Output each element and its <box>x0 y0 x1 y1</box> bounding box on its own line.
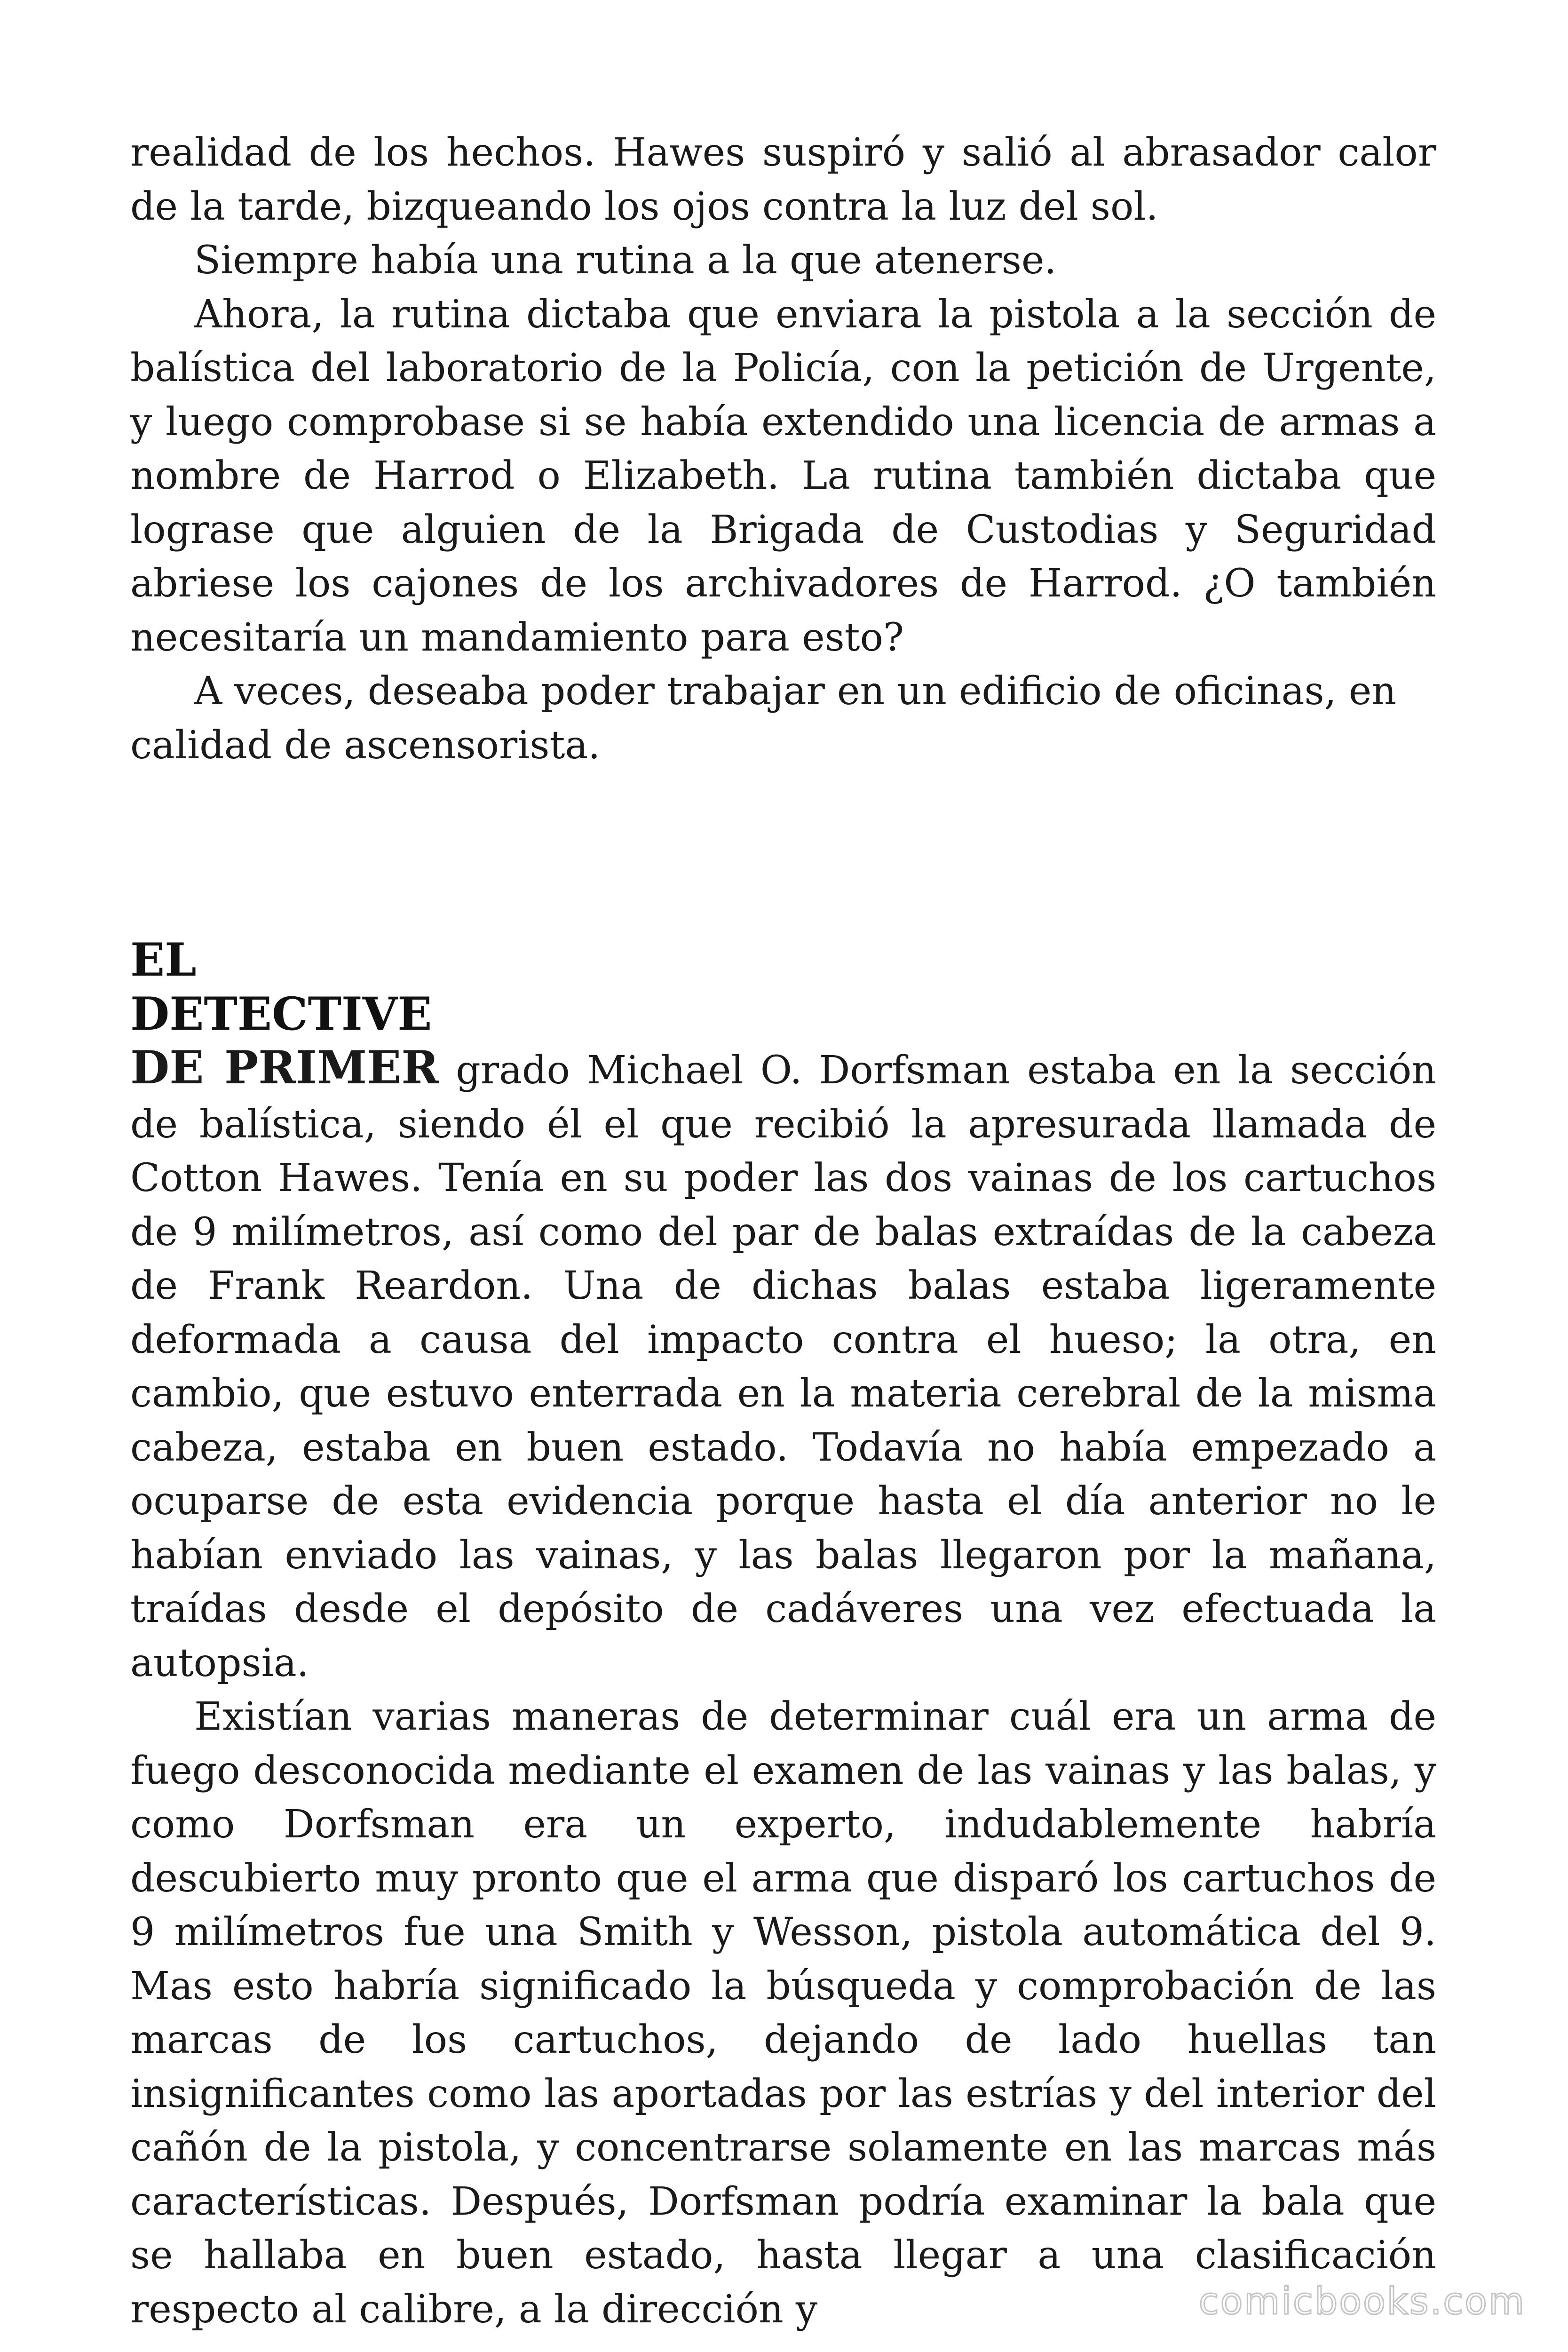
paragraph-continuation: realidad de los hechos. Hawes suspiró y salió al abrasador calor de la tarde, bizqueando los ojos contra la luz del sol. <box>130 130 1436 229</box>
paragraph-dorfsman-intro <box>130 1041 1436 1690</box>
section-heading-line-1: EL <box>130 933 197 986</box>
paragraph-ballistics-methods: Existían varias maneras de determinar cuál era un arma de fuego desconocida mediante el examen de las vainas y las balas, y como Dorfsman era un experto, indudablemente habría descubierto muy pronto que el arma que disparó los cartuchos de 9 milímetros fue una Smith y Wesson, pistola automática del 9. Mas esto habría significado la búsqueda y comprobación de las marcas de los cartuchos, dejando de lado huellas tan insignificantes como las aportadas por las estrías y del interior del cañón de la pistola, y concentrarse solamente en las marcas más características. Después, Dorfsman podría examinar la bala que se hallaba en buen estado, hasta llegar a una clasificación respecto al calibre, a la dirección y <box>130 1694 1436 2332</box>
paragraph-routine-dictated: Ahora, la rutina dictaba que enviara la pistola a la sección de balística del laboratorio de la Policía, con la petición de Urgente, y luego comprobase si se había extendido una licencia de armas a nombre de Harrod o Elizabeth. La rutina también dictaba que lograse que alguien de la Brigada de Custodias y Seguridad abriese los cajones de los archivadores de Harrod. ¿O también necesitaría un mandamiento para esto? <box>130 292 1436 660</box>
paragraph-dorfsman-intro-text: grado Michael O. Dorfsman estaba en la sección de balística, siendo él el que recibió la apresurada llamada de Cotton Hawes. Tenía en su poder las dos vainas de los cartuchos de 9 milímetros, así como del par de balas extraídas de la cabeza de Frank Reardon. Una de dichas balas estaba ligeramente deformada a causa del impacto contra el hueso; la otra, en cambio, que estuvo enterrada en la materia cerebral de la misma cabeza, estaba en buen estado. Todavía no había empezado a ocuparse de esta evidencia porque hasta el día anterior no le habían enviado las vainas, y las balas llegaron por la mañana, traídas desde el depósito de cadáveres una vez efectuada la autopsia. <box>130 1048 1437 1685</box>
watermark-logo: comicbooks.com <box>1198 2280 1526 2323</box>
book-page <box>130 126 1436 2336</box>
paragraph-routine: Siempre había una rutina a la que atenerse. <box>194 238 1057 283</box>
paragraph-elevator-operator: A veces, deseaba poder trabajar en un edificio de oficinas, en calidad de ascensorista. <box>130 669 1397 768</box>
section-heading <box>130 933 1436 1041</box>
section-heading-line-3: DE PRIMER <box>130 1041 439 1094</box>
section-heading-line-2: DETECTIVE <box>130 987 432 1041</box>
